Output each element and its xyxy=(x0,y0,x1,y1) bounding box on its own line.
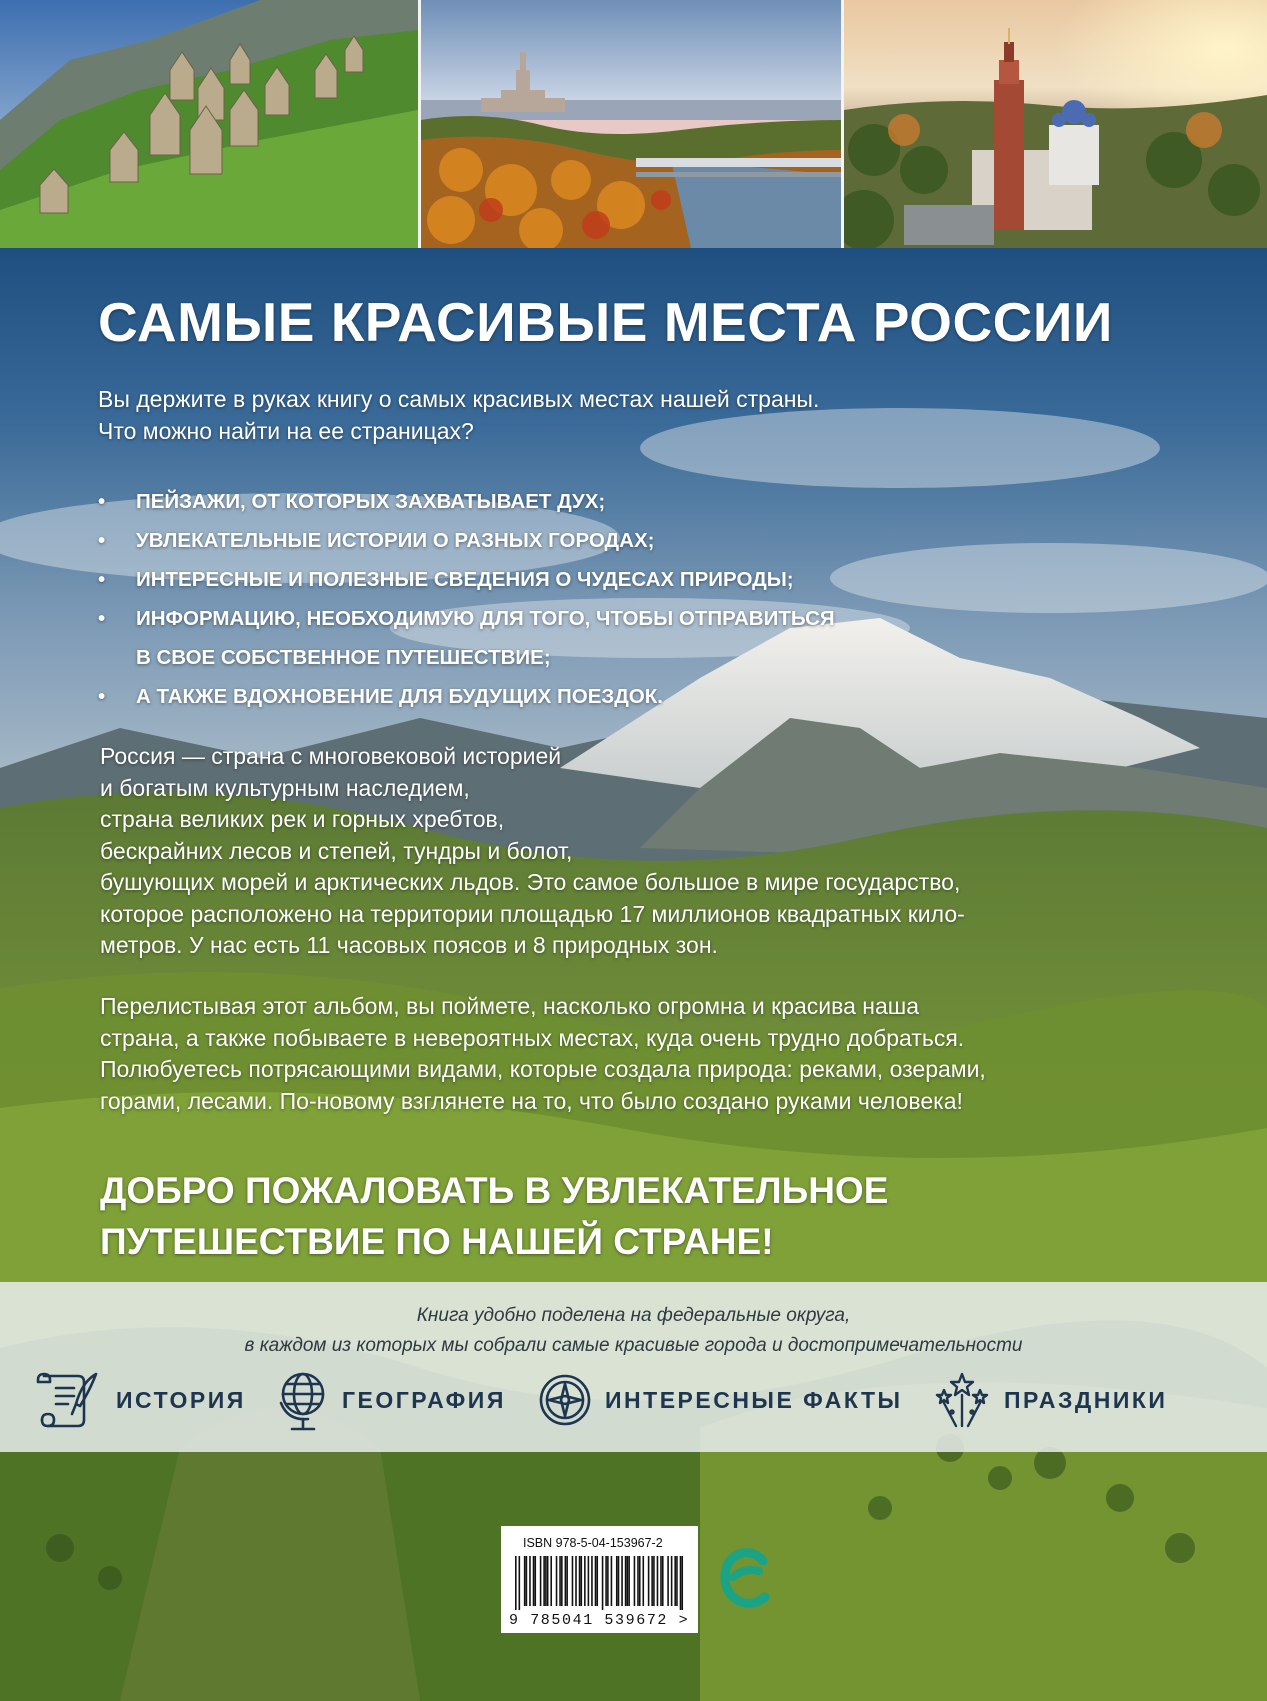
bullet-item xyxy=(98,521,835,560)
feature-interesting-facts xyxy=(537,1365,903,1435)
barcode-bar xyxy=(533,1556,535,1606)
feature-label: ГЕОГРАФИЯ xyxy=(342,1386,506,1413)
cover-title: САМЫЕ КРАСИВЫЕ МЕСТА РОССИИ xyxy=(98,291,1113,353)
russia-description-paragraph xyxy=(100,741,965,962)
barcode-bar xyxy=(634,1556,636,1606)
paragraph-line: Полюбуетесь потрясающими видами, которые создала природа: реками, озерами, xyxy=(100,1056,986,1082)
barcode-bar xyxy=(529,1556,531,1606)
dargavs-crypts-photo xyxy=(0,0,418,248)
bullet-text: А ТАКЖЕ ВДОХНОВЕНИЕ ДЛЯ БУДУЩИХ ПОЕЗДОК. xyxy=(136,685,663,708)
bullet-dot: • xyxy=(98,607,106,630)
barcode-bar xyxy=(662,1556,664,1606)
compass-icon xyxy=(537,1372,593,1428)
barcode-bar xyxy=(526,1556,528,1606)
paragraph-line: и богатым культурным наследием, xyxy=(100,774,470,801)
bullet-item xyxy=(98,677,835,716)
barcode-bar xyxy=(565,1556,567,1606)
barcode-bar xyxy=(605,1556,607,1606)
barcode-bar xyxy=(653,1556,655,1606)
barcode-bar xyxy=(681,1556,683,1610)
barcode-bar xyxy=(591,1556,593,1606)
intro-line: Что можно найти на ее страницах? xyxy=(98,418,474,444)
bullet-dot: • xyxy=(98,685,106,708)
barcode-bar xyxy=(627,1556,629,1606)
paragraph-line: страна, а также побываете в невероятных местах, куда очень трудно добраться. xyxy=(100,1024,965,1051)
barcode-bar xyxy=(550,1556,552,1606)
barcode-bar xyxy=(543,1556,545,1606)
bullet-text: ИНФОРМАЦИЮ, НЕОБХОДИМУЮ ДЛЯ ТОГО, ЧТОБЫ ОТПРАВИТЬСЯ xyxy=(136,607,835,630)
welcome-line: ДОБРО ПОЖАЛОВАТЬ В УВЛЕКАТЕЛЬНОЕ xyxy=(100,1170,889,1211)
bullet-text-continued: В СВОЕ СОБСТВЕННОЕ ПУТЕШЕСТВИЕ; xyxy=(136,646,551,669)
barcode-bar xyxy=(540,1556,542,1606)
barcode-bar xyxy=(584,1556,586,1606)
barcode-bar xyxy=(575,1556,577,1606)
barcode-bar xyxy=(616,1556,618,1606)
fireworks-icon xyxy=(932,1370,992,1430)
welcome-line: ПУТЕШЕСТВИЕ ПО НАШЕЙ СТРАНЕ! xyxy=(100,1221,774,1262)
feature-label: ИНТЕРЕСНЫЕ ФАКТЫ xyxy=(605,1386,903,1413)
scroll-quill-icon xyxy=(34,1368,104,1432)
bullet-dot: • xyxy=(98,568,106,591)
barcode-bar xyxy=(607,1556,609,1606)
bullet-item xyxy=(98,599,835,677)
barcode-bar xyxy=(651,1556,653,1606)
barcode-bar xyxy=(559,1556,561,1606)
barcode-bar xyxy=(618,1556,620,1606)
feature-geography xyxy=(276,1365,506,1435)
barcode-bar xyxy=(545,1556,547,1606)
barcode-bar xyxy=(561,1556,563,1606)
barcode-bar xyxy=(637,1556,639,1606)
barcode-bar xyxy=(657,1556,659,1606)
barcode-bar xyxy=(648,1556,650,1606)
globe-icon xyxy=(276,1367,330,1433)
feature-history xyxy=(34,1365,246,1435)
barcode-bar xyxy=(671,1556,673,1606)
feature-holidays xyxy=(932,1365,1167,1435)
elbrus-landscape-background xyxy=(0,248,1267,1701)
barcode-bar xyxy=(625,1556,627,1606)
feature-bullet-list xyxy=(98,482,835,716)
barcode-bar xyxy=(556,1556,558,1606)
paragraph-line: метров. У нас есть 11 часовых поясов и 8 природных зон. xyxy=(100,932,718,958)
barcode-bar xyxy=(621,1556,623,1606)
barcode-bar xyxy=(628,1556,630,1606)
barcode-bar xyxy=(643,1556,645,1606)
publisher-logo-icon xyxy=(719,1547,773,1613)
paragraph-line: бушующих морей и арктических льдов. Это самое большое в мире государство, xyxy=(100,869,961,895)
barcode-bar xyxy=(572,1556,574,1606)
barcode-bar xyxy=(639,1556,641,1606)
paragraph-line: страна великих рек и горных хребтов, xyxy=(100,806,505,832)
barcode-bars xyxy=(515,1556,685,1610)
intro-line: Вы держите в руках книгу о самых красивых местах нашей страны. xyxy=(98,386,820,412)
paragraph-line: Перелистывая этот альбом, вы поймете, насколько огромна и красива наша xyxy=(100,993,920,1019)
sections-note xyxy=(0,1301,1267,1361)
barcode-bar xyxy=(566,1556,568,1606)
paragraph-line: которое расположено на территории площадью 17 миллионов квадратных кило- xyxy=(100,900,965,927)
barcode-bar xyxy=(579,1556,581,1606)
barcode-bar xyxy=(519,1556,521,1610)
barcode-bar xyxy=(524,1556,526,1606)
isbn-number: ISBN 978-5-04-153967-2 xyxy=(523,1536,663,1550)
moscow-university-photo xyxy=(421,0,841,248)
barcode-bar xyxy=(547,1556,549,1606)
paragraph-line: бескрайних лесов и степей, тундры и болот, xyxy=(100,837,573,864)
feature-label: ПРАЗДНИКИ xyxy=(1004,1386,1168,1413)
barcode-digits: 9 785041 539672 > xyxy=(509,1612,690,1629)
barcode-bar xyxy=(588,1556,590,1606)
bullet-item xyxy=(98,560,835,599)
sections-info-band xyxy=(0,1282,1267,1452)
barcode-bar xyxy=(534,1556,536,1606)
intro-text xyxy=(98,383,1158,447)
album-description-paragraph xyxy=(100,991,986,1117)
note-line: в каждом из которых мы собрали самые красивые города и достопримечательности xyxy=(244,1335,1023,1356)
bullet-text: УВЛЕКАТЕЛЬНЫЕ ИСТОРИИ О РАЗНЫХ ГОРОДАХ; xyxy=(136,529,655,552)
note-line: Книга удобно поделена на федеральные округа, xyxy=(416,1305,851,1326)
bullet-text: ИНТЕРЕСНЫЕ И ПОЛЕЗНЫЕ СВЕДЕНИЯ О ЧУДЕСАХ ПРИРОДЫ; xyxy=(136,568,794,591)
bullet-dot: • xyxy=(98,490,106,513)
barcode-bar xyxy=(680,1556,682,1610)
isbn-barcode xyxy=(501,1526,698,1633)
welcome-heading xyxy=(100,1165,888,1267)
paragraph-line: горами, лесами. По-новому взглянете на то, что было создано руками человека! xyxy=(100,1087,963,1114)
barcode-bar xyxy=(611,1556,613,1606)
bell-tower-monastery-photo xyxy=(844,0,1267,248)
barcode-bar xyxy=(602,1556,604,1610)
feature-label: ИСТОРИЯ xyxy=(116,1386,246,1413)
barcode-bar xyxy=(581,1556,583,1606)
barcode-bar xyxy=(674,1556,676,1606)
barcode-bar xyxy=(660,1556,662,1606)
barcode-bar xyxy=(667,1556,669,1606)
paragraph-line: Россия — страна с многовековой историей xyxy=(100,743,562,769)
barcode-bar xyxy=(596,1556,598,1606)
bullet-dot: • xyxy=(98,529,106,552)
bullet-text: ПЕЙЗАЖИ, ОТ КОТОРЫХ ЗАХВАТЫВАЕТ ДУХ; xyxy=(136,490,606,513)
barcode-bar xyxy=(515,1556,517,1610)
barcode-bar xyxy=(676,1556,678,1606)
barcode-bar xyxy=(595,1556,597,1606)
bullet-item xyxy=(98,482,835,521)
